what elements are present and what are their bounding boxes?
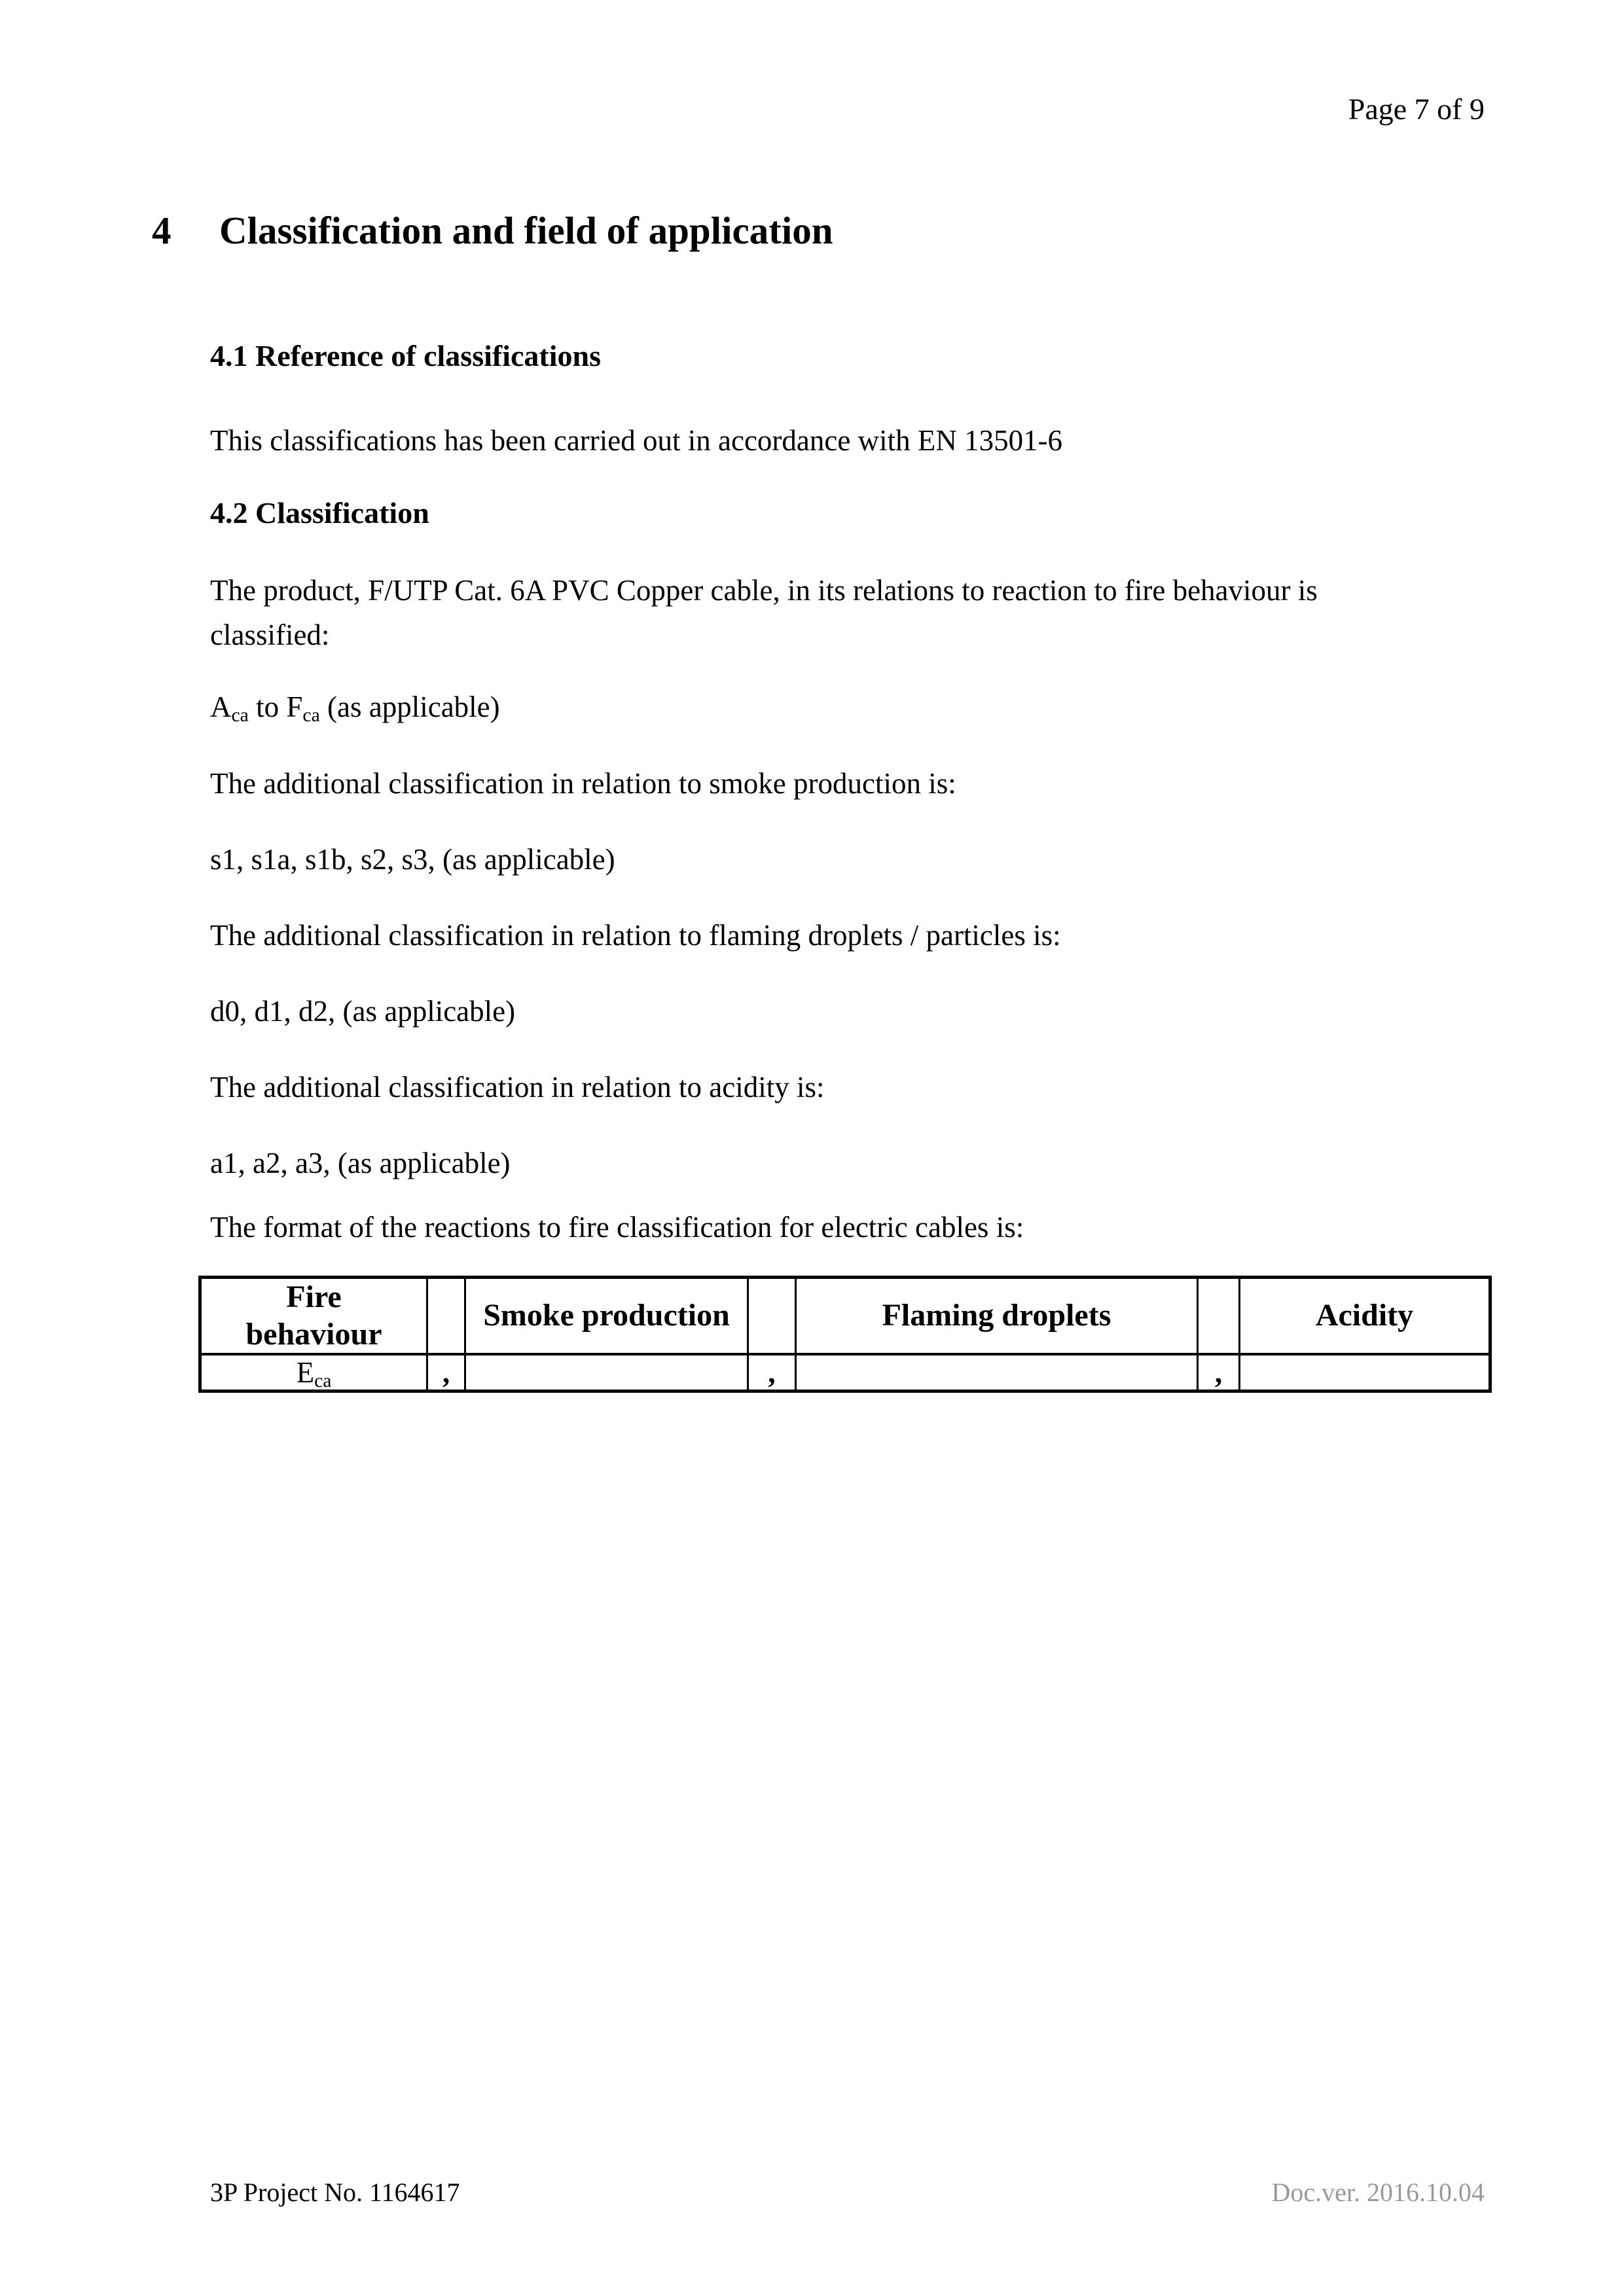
footer-doc-version: Doc.ver. 2016.10.04 bbox=[1271, 2178, 1485, 2207]
cell-comma-1: , bbox=[427, 1354, 465, 1391]
table-header-row bbox=[200, 1278, 1490, 1355]
intro-line-2: classified: bbox=[210, 619, 330, 651]
cell-acidity bbox=[1240, 1354, 1490, 1391]
subsection-4-1-title: 4.1 Reference of classifications bbox=[210, 339, 601, 372]
fire-class-range bbox=[210, 685, 1485, 729]
section-title: Classification and field of application bbox=[219, 209, 833, 252]
range-start-base: A bbox=[210, 691, 232, 723]
cell-comma-2: , bbox=[748, 1354, 796, 1391]
droplets-classification-values: d0, d1, d2, (as applicable) bbox=[210, 995, 516, 1028]
header-separator-1 bbox=[427, 1278, 465, 1355]
droplets-classification-label: The additional classification in relation to flaming droplets / particles is: bbox=[210, 919, 1061, 952]
cell-comma-3: , bbox=[1198, 1354, 1240, 1391]
cell-flaming-droplets bbox=[796, 1354, 1198, 1391]
cell-smoke-production bbox=[465, 1354, 748, 1391]
page-number: Page 7 of 9 bbox=[1348, 92, 1485, 126]
fire-class-base: E bbox=[296, 1356, 315, 1390]
range-suffix: (as applicable) bbox=[319, 691, 500, 723]
table-data-row bbox=[200, 1354, 1490, 1391]
acidity-classification-values: a1, a2, a3, (as applicable) bbox=[210, 1147, 511, 1179]
section-number: 4 bbox=[152, 209, 171, 252]
reference-statement: This classifications has been carried out in accordance with EN 13501-6 bbox=[210, 424, 1063, 457]
header-flaming-droplets: Flaming droplets bbox=[796, 1278, 1198, 1355]
fire-class-subscript: ca bbox=[314, 1370, 332, 1391]
classification-format-table bbox=[198, 1276, 1492, 1393]
smoke-classification-label: The additional classification in relation to smoke production is: bbox=[210, 767, 956, 800]
format-statement: The format of the reactions to fire classification for electric cables is: bbox=[210, 1211, 1024, 1244]
header-separator-2 bbox=[748, 1278, 796, 1355]
section-heading bbox=[152, 208, 833, 253]
header-separator-3 bbox=[1198, 1278, 1240, 1355]
product-classification-intro bbox=[210, 568, 1485, 657]
range-end-base: F bbox=[286, 691, 303, 723]
footer-project-number: 3P Project No. 1164617 bbox=[210, 2178, 460, 2207]
acidity-classification-label: The additional classification in relation to acidity is: bbox=[210, 1071, 825, 1103]
range-end-subscript: ca bbox=[302, 704, 320, 726]
intro-line-1: The product, F/UTP Cat. 6A PVC Copper cable, in its relations to reaction to fire behaviour is bbox=[210, 574, 1318, 607]
range-connector: to bbox=[248, 691, 287, 723]
header-fire-behaviour: Fire behaviour bbox=[200, 1278, 427, 1355]
header-smoke-production: Smoke production bbox=[465, 1278, 748, 1355]
cell-fire-behaviour bbox=[200, 1354, 427, 1391]
subsection-4-2-title: 4.2 Classification bbox=[210, 496, 429, 529]
smoke-classification-values: s1, s1a, s1b, s2, s3, (as applicable) bbox=[210, 843, 615, 876]
range-start-subscript: ca bbox=[231, 704, 249, 726]
header-acidity: Acidity bbox=[1240, 1278, 1490, 1355]
